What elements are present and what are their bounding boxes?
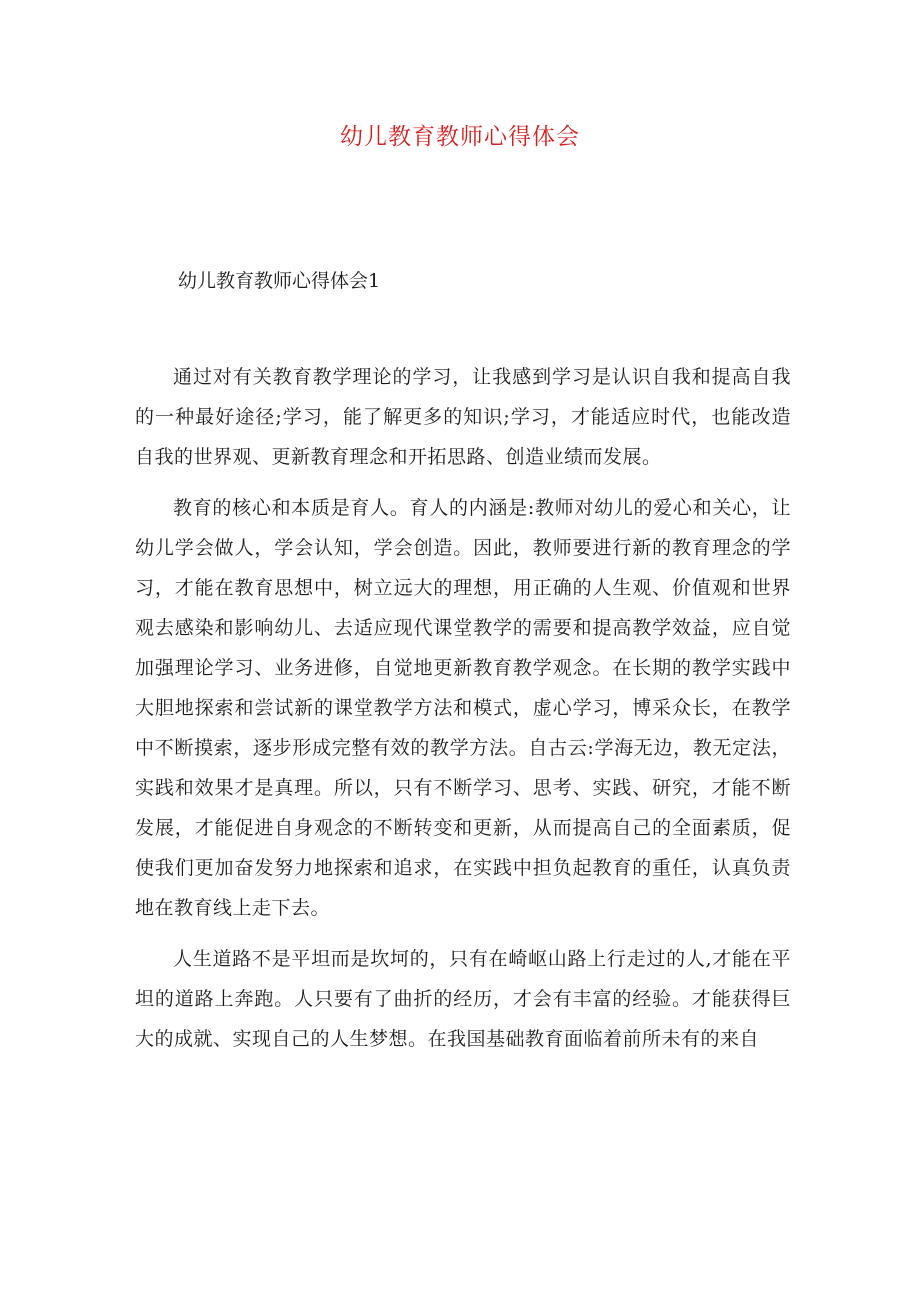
document-title: 幼儿教育教师心得体会 bbox=[340, 124, 580, 150]
paragraph-3: 人生道路不是平坦而是坎坷的，只有在崎岖山路上行走过的人,才能在平坦的道路上奔跑。人只要有了曲折的经历，才会有丰富的经验。才能获得巨大的成就、实现自己的人生梦想。在我国基础教育面临着前所未有的来自 bbox=[135, 948, 791, 1050]
paragraph-2: 教育的核心和本质是育人。育人的内涵是:教师对幼儿的爱心和关心，让幼儿学会做人，学会认知，学会创造。因此，教师要进行新的教育理念的学习，才能在教育思想中，树立远大的理想，用正确的人生观、价值观和世界观去感染和影响幼儿、去适应现代课堂教学的需要和提高教学效益，应自觉加强理论学习、业务进修，自觉地更新教育教学观念。在长期的教学实践中大胆地探索和尝试新的课堂教学方法和模式，虚心学习，博采众长，在教学中不断摸索，逐步形成完整有效的教学方法。自古云:学海无边，教无定法，实践和效果才是真理。所以，只有不断学习、思考、实践、研究，才能不断发展，才能促进自身观念的不断转变和更新，从而提高自己的全面素质，促使我们更加奋发努力地探索和追求，在实践中担负起教育的重任，认真负责地在教育线上走下去。 bbox=[135, 497, 791, 919]
document-body bbox=[135, 357, 791, 1070]
paragraph-1: 通过对有关教育教学理论的学习，让我感到学习是认识自我和提高自我的一种最好途径;学习，能了解更多的知识;学习，才能适应时代，也能改造自我的世界观、更新教育理念和开拓思路、创造业绩而发展。 bbox=[135, 366, 791, 468]
section-heading: 幼儿教育教师心得体会1 bbox=[178, 270, 381, 292]
